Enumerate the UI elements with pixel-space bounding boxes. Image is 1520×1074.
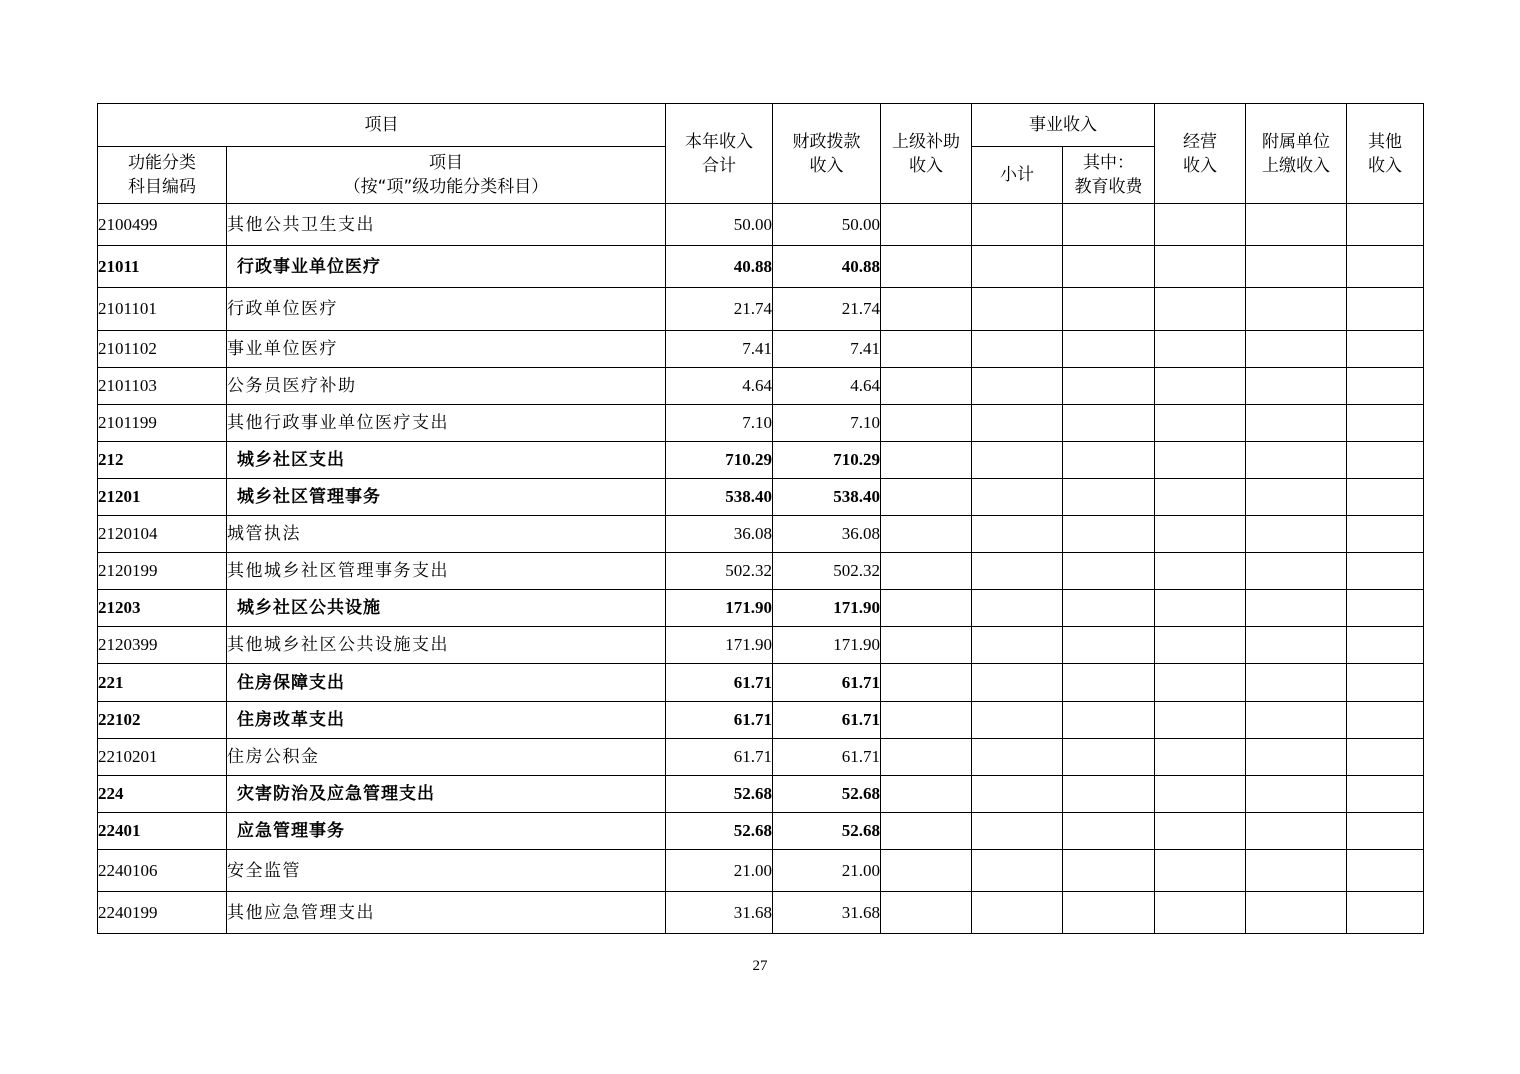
row-other-income xyxy=(1347,553,1424,590)
row-affiliate-income xyxy=(1246,204,1347,246)
table-row xyxy=(98,288,1424,331)
table-row xyxy=(98,892,1424,934)
row-other-income xyxy=(1347,331,1424,368)
row-item-name: 行政单位医疗 xyxy=(227,288,666,331)
table-header xyxy=(98,104,1424,204)
row-other-income xyxy=(1347,405,1424,442)
row-career-subtotal xyxy=(972,739,1063,776)
row-career-subtotal xyxy=(972,553,1063,590)
row-career-education-fee xyxy=(1063,776,1155,813)
row-code: 21201 xyxy=(98,479,227,516)
row-item-name: 住房改革支出 xyxy=(227,702,666,739)
header-total-line1: 本年收入 xyxy=(685,131,753,152)
row-other-income xyxy=(1347,288,1424,331)
table-row xyxy=(98,553,1424,590)
row-business-income xyxy=(1155,813,1246,850)
header-code-line2: 科目编码 xyxy=(128,177,196,197)
row-other-income xyxy=(1347,479,1424,516)
row-career-subtotal xyxy=(972,331,1063,368)
budget-table-container xyxy=(97,103,1423,934)
row-career-education-fee xyxy=(1063,442,1155,479)
row-fiscal-income: 171.90 xyxy=(773,627,881,664)
row-code: 2101199 xyxy=(98,405,227,442)
row-total-income: 40.88 xyxy=(666,246,773,288)
table-row xyxy=(98,368,1424,405)
row-career-education-fee xyxy=(1063,368,1155,405)
row-business-income xyxy=(1155,892,1246,934)
row-career-education-fee xyxy=(1063,627,1155,664)
row-other-income xyxy=(1347,664,1424,702)
row-item-name: 其他应急管理支出 xyxy=(227,892,666,934)
row-other-income xyxy=(1347,627,1424,664)
row-superior-subsidy xyxy=(881,664,972,702)
row-other-income xyxy=(1347,813,1424,850)
row-fiscal-income: 171.90 xyxy=(773,590,881,627)
row-superior-subsidy xyxy=(881,204,972,246)
row-code: 2210201 xyxy=(98,739,227,776)
header-item-name xyxy=(227,147,666,204)
row-business-income xyxy=(1155,405,1246,442)
row-code: 21203 xyxy=(98,590,227,627)
row-fiscal-income: 21.74 xyxy=(773,288,881,331)
row-superior-subsidy xyxy=(881,288,972,331)
row-business-income xyxy=(1155,479,1246,516)
row-item-name: 住房公积金 xyxy=(227,739,666,776)
row-career-education-fee xyxy=(1063,892,1155,934)
header-fiscal-line1: 财政拨款 xyxy=(792,131,861,152)
row-business-income xyxy=(1155,442,1246,479)
row-affiliate-income xyxy=(1246,246,1347,288)
row-affiliate-income xyxy=(1246,368,1347,405)
row-item-name: 公务员医疗补助 xyxy=(227,368,666,405)
row-total-income: 502.32 xyxy=(666,553,773,590)
row-code: 2240106 xyxy=(98,850,227,892)
row-career-subtotal xyxy=(972,368,1063,405)
header-career-income: 事业收入 xyxy=(972,104,1155,147)
row-fiscal-income: 50.00 xyxy=(773,204,881,246)
income-budget-table xyxy=(97,103,1424,934)
table-row xyxy=(98,331,1424,368)
row-fiscal-income: 710.29 xyxy=(773,442,881,479)
header-name-line2: （按“项”级功能分类科目） xyxy=(343,177,549,197)
table-row xyxy=(98,739,1424,776)
row-career-education-fee xyxy=(1063,553,1155,590)
row-fiscal-income: 7.41 xyxy=(773,331,881,368)
table-row xyxy=(98,776,1424,813)
table-body xyxy=(98,204,1424,934)
row-affiliate-income xyxy=(1246,516,1347,553)
row-code: 212 xyxy=(98,442,227,479)
row-career-subtotal xyxy=(972,664,1063,702)
row-fiscal-income: 538.40 xyxy=(773,479,881,516)
row-other-income xyxy=(1347,776,1424,813)
row-career-education-fee xyxy=(1063,479,1155,516)
row-total-income: 61.71 xyxy=(666,739,773,776)
table-row xyxy=(98,813,1424,850)
row-career-subtotal xyxy=(972,850,1063,892)
row-career-subtotal xyxy=(972,246,1063,288)
row-superior-subsidy xyxy=(881,627,972,664)
row-career-subtotal xyxy=(972,479,1063,516)
row-total-income: 61.71 xyxy=(666,664,773,702)
header-career-education-fee xyxy=(1063,147,1155,204)
row-business-income xyxy=(1155,850,1246,892)
row-item-name: 事业单位医疗 xyxy=(227,331,666,368)
row-affiliate-income xyxy=(1246,331,1347,368)
row-career-education-fee xyxy=(1063,331,1155,368)
row-item-name: 灾害防治及应急管理支出 xyxy=(227,776,666,813)
row-other-income xyxy=(1347,516,1424,553)
row-career-subtotal xyxy=(972,442,1063,479)
row-career-education-fee xyxy=(1063,246,1155,288)
table-row xyxy=(98,627,1424,664)
row-item-name: 城管执法 xyxy=(227,516,666,553)
row-career-subtotal xyxy=(972,590,1063,627)
row-other-income xyxy=(1347,368,1424,405)
row-career-education-fee xyxy=(1063,204,1155,246)
row-superior-subsidy xyxy=(881,368,972,405)
header-other-line1: 其他 xyxy=(1368,131,1402,152)
header-function-code xyxy=(98,147,227,204)
row-career-education-fee xyxy=(1063,516,1155,553)
row-superior-subsidy xyxy=(881,813,972,850)
row-code: 2120199 xyxy=(98,553,227,590)
row-total-income: 21.00 xyxy=(666,850,773,892)
row-business-income xyxy=(1155,368,1246,405)
table-row xyxy=(98,850,1424,892)
table-row xyxy=(98,702,1424,739)
row-item-name: 其他行政事业单位医疗支出 xyxy=(227,405,666,442)
row-career-education-fee xyxy=(1063,288,1155,331)
row-code: 2101103 xyxy=(98,368,227,405)
row-superior-subsidy xyxy=(881,702,972,739)
row-superior-subsidy xyxy=(881,405,972,442)
row-fiscal-income: 52.68 xyxy=(773,813,881,850)
row-career-subtotal xyxy=(972,405,1063,442)
row-total-income: 171.90 xyxy=(666,627,773,664)
header-name-line1: 项目 xyxy=(429,153,463,173)
row-business-income xyxy=(1155,331,1246,368)
row-total-income: 538.40 xyxy=(666,479,773,516)
table-row xyxy=(98,204,1424,246)
row-fiscal-income: 4.64 xyxy=(773,368,881,405)
row-career-subtotal xyxy=(972,516,1063,553)
header-superior-subsidy xyxy=(881,104,972,204)
row-item-name: 城乡社区支出 xyxy=(227,442,666,479)
row-total-income: 4.64 xyxy=(666,368,773,405)
row-career-subtotal xyxy=(972,204,1063,246)
row-total-income: 52.68 xyxy=(666,813,773,850)
header-total-line2: 合计 xyxy=(702,155,736,176)
row-career-education-fee xyxy=(1063,739,1155,776)
header-code-line1: 功能分类 xyxy=(128,153,196,173)
header-business-income xyxy=(1155,104,1246,204)
row-total-income: 7.10 xyxy=(666,405,773,442)
row-career-subtotal xyxy=(972,702,1063,739)
row-affiliate-income xyxy=(1246,288,1347,331)
row-fiscal-income: 61.71 xyxy=(773,739,881,776)
row-business-income xyxy=(1155,702,1246,739)
row-affiliate-income xyxy=(1246,776,1347,813)
row-business-income xyxy=(1155,739,1246,776)
row-business-income xyxy=(1155,516,1246,553)
row-item-name: 安全监管 xyxy=(227,850,666,892)
row-superior-subsidy xyxy=(881,442,972,479)
row-business-income xyxy=(1155,204,1246,246)
header-other-income xyxy=(1347,104,1424,204)
row-other-income xyxy=(1347,246,1424,288)
row-fiscal-income: 31.68 xyxy=(773,892,881,934)
header-other-line2: 收入 xyxy=(1368,155,1402,176)
row-affiliate-income xyxy=(1246,739,1347,776)
row-affiliate-income xyxy=(1246,850,1347,892)
row-code: 224 xyxy=(98,776,227,813)
row-code: 22102 xyxy=(98,702,227,739)
header-superior-line2: 收入 xyxy=(909,155,943,176)
row-total-income: 7.41 xyxy=(666,331,773,368)
row-item-name: 其他城乡社区管理事务支出 xyxy=(227,553,666,590)
row-item-name: 城乡社区管理事务 xyxy=(227,479,666,516)
row-total-income: 52.68 xyxy=(666,776,773,813)
row-total-income: 36.08 xyxy=(666,516,773,553)
row-affiliate-income xyxy=(1246,813,1347,850)
row-other-income xyxy=(1347,892,1424,934)
table-row xyxy=(98,442,1424,479)
row-affiliate-income xyxy=(1246,892,1347,934)
row-total-income: 61.71 xyxy=(666,702,773,739)
table-row xyxy=(98,590,1424,627)
header-superior-line1: 上级补助 xyxy=(892,131,960,152)
row-code: 2240199 xyxy=(98,892,227,934)
row-total-income: 21.74 xyxy=(666,288,773,331)
row-item-name: 城乡社区公共设施 xyxy=(227,590,666,627)
row-code: 21011 xyxy=(98,246,227,288)
row-career-education-fee xyxy=(1063,702,1155,739)
header-fiscal-line2: 收入 xyxy=(809,155,844,176)
row-career-education-fee xyxy=(1063,405,1155,442)
page-number: 27 xyxy=(752,958,768,974)
row-career-education-fee xyxy=(1063,850,1155,892)
row-item-name: 住房保障支出 xyxy=(227,664,666,702)
row-career-subtotal xyxy=(972,813,1063,850)
row-superior-subsidy xyxy=(881,331,972,368)
row-code: 2100499 xyxy=(98,204,227,246)
row-superior-subsidy xyxy=(881,479,972,516)
header-career-subtotal: 小计 xyxy=(972,147,1063,204)
table-row xyxy=(98,405,1424,442)
row-business-income xyxy=(1155,288,1246,331)
row-other-income xyxy=(1347,442,1424,479)
row-code: 221 xyxy=(98,664,227,702)
row-item-name: 应急管理事务 xyxy=(227,813,666,850)
row-total-income: 50.00 xyxy=(666,204,773,246)
table-row xyxy=(98,479,1424,516)
row-career-subtotal xyxy=(972,627,1063,664)
header-total-income xyxy=(666,104,773,204)
row-superior-subsidy xyxy=(881,516,972,553)
table-row xyxy=(98,246,1424,288)
header-edu-line2: 教育收费 xyxy=(1074,177,1143,197)
row-business-income xyxy=(1155,553,1246,590)
row-business-income xyxy=(1155,246,1246,288)
row-affiliate-income xyxy=(1246,590,1347,627)
row-fiscal-income: 40.88 xyxy=(773,246,881,288)
row-superior-subsidy xyxy=(881,246,972,288)
row-superior-subsidy xyxy=(881,739,972,776)
row-affiliate-income xyxy=(1246,442,1347,479)
row-business-income xyxy=(1155,664,1246,702)
row-career-education-fee xyxy=(1063,590,1155,627)
row-career-subtotal xyxy=(972,892,1063,934)
row-affiliate-income xyxy=(1246,479,1347,516)
row-fiscal-income: 36.08 xyxy=(773,516,881,553)
header-affiliate-income xyxy=(1246,104,1347,204)
row-total-income: 171.90 xyxy=(666,590,773,627)
row-code: 2101102 xyxy=(98,331,227,368)
row-item-name: 其他公共卫生支出 xyxy=(227,204,666,246)
row-fiscal-income: 7.10 xyxy=(773,405,881,442)
row-other-income xyxy=(1347,739,1424,776)
row-affiliate-income xyxy=(1246,405,1347,442)
row-item-name: 行政事业单位医疗 xyxy=(227,246,666,288)
row-career-subtotal xyxy=(972,288,1063,331)
row-superior-subsidy xyxy=(881,892,972,934)
row-code: 22401 xyxy=(98,813,227,850)
row-superior-subsidy xyxy=(881,776,972,813)
row-business-income xyxy=(1155,627,1246,664)
row-other-income xyxy=(1347,850,1424,892)
row-fiscal-income: 61.71 xyxy=(773,702,881,739)
header-affiliate-line2: 上缴收入 xyxy=(1262,155,1330,176)
header-business-line2: 收入 xyxy=(1183,155,1217,176)
row-code: 2101101 xyxy=(98,288,227,331)
row-business-income xyxy=(1155,590,1246,627)
row-affiliate-income xyxy=(1246,702,1347,739)
header-item-group: 项目 xyxy=(98,104,666,147)
row-code: 2120399 xyxy=(98,627,227,664)
row-fiscal-income: 61.71 xyxy=(773,664,881,702)
row-total-income: 31.68 xyxy=(666,892,773,934)
row-fiscal-income: 502.32 xyxy=(773,553,881,590)
row-superior-subsidy xyxy=(881,850,972,892)
row-total-income: 710.29 xyxy=(666,442,773,479)
row-superior-subsidy xyxy=(881,590,972,627)
row-career-subtotal xyxy=(972,776,1063,813)
row-business-income xyxy=(1155,776,1246,813)
table-row xyxy=(98,516,1424,553)
row-career-education-fee xyxy=(1063,664,1155,702)
header-affiliate-line1: 附属单位 xyxy=(1262,131,1330,152)
row-career-education-fee xyxy=(1063,813,1155,850)
row-other-income xyxy=(1347,590,1424,627)
row-other-income xyxy=(1347,204,1424,246)
row-fiscal-income: 21.00 xyxy=(773,850,881,892)
header-business-line1: 经营 xyxy=(1183,131,1217,152)
row-code: 2120104 xyxy=(98,516,227,553)
row-other-income xyxy=(1347,702,1424,739)
header-fiscal-income xyxy=(773,104,881,204)
row-affiliate-income xyxy=(1246,553,1347,590)
row-affiliate-income xyxy=(1246,664,1347,702)
header-edu-line1: 其中： xyxy=(1083,153,1134,173)
row-item-name: 其他城乡社区公共设施支出 xyxy=(227,627,666,664)
table-row xyxy=(98,664,1424,702)
row-fiscal-income: 52.68 xyxy=(773,776,881,813)
row-affiliate-income xyxy=(1246,627,1347,664)
row-superior-subsidy xyxy=(881,553,972,590)
